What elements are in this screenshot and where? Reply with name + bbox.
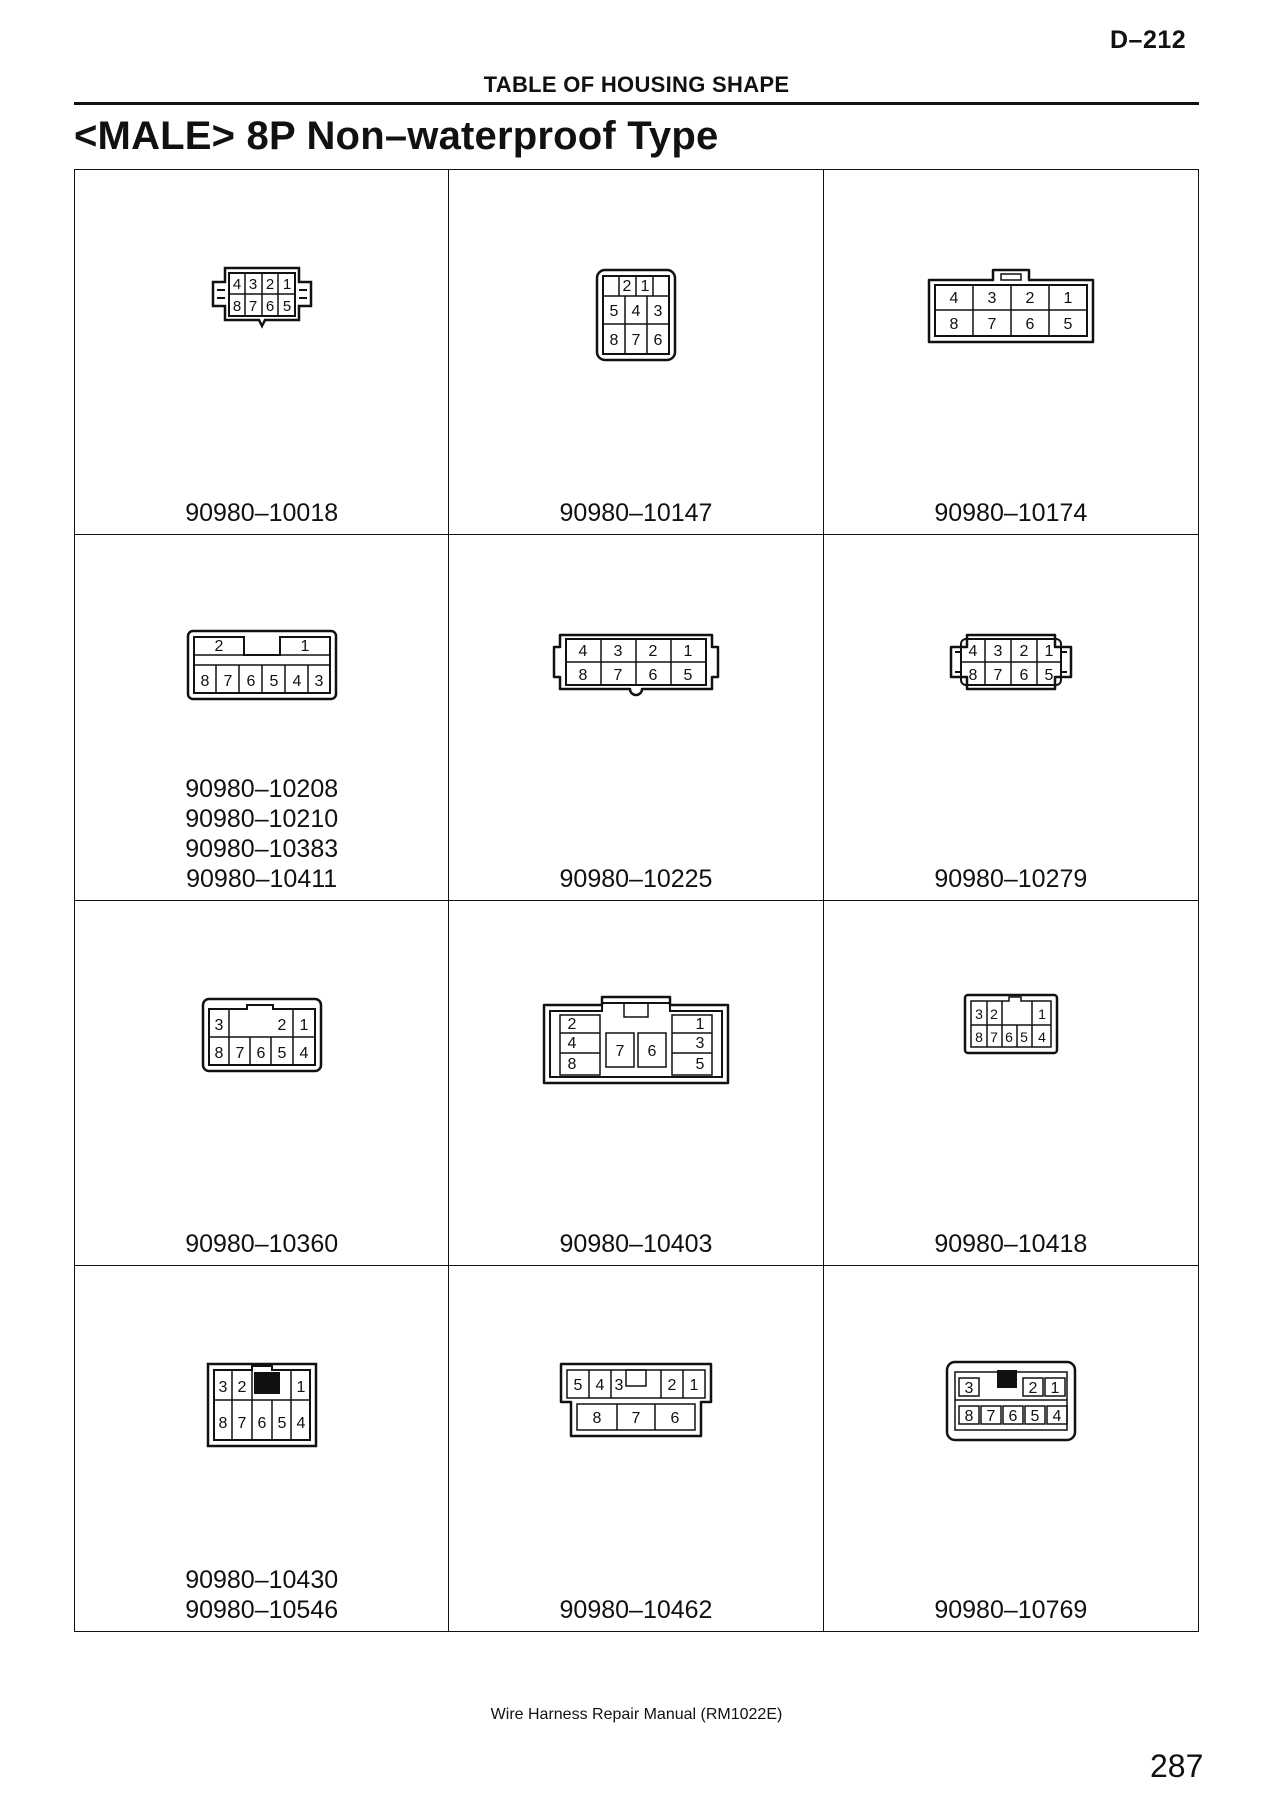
connector-drawing xyxy=(75,1356,448,1486)
connector-face-diagram xyxy=(941,1356,1081,1446)
connector-drawing xyxy=(75,260,448,390)
pin-label: 2 xyxy=(265,276,274,293)
pin-label: 1 xyxy=(695,1015,705,1033)
pin-label: 5 xyxy=(573,1376,583,1394)
pin-label: 7 xyxy=(615,1042,625,1060)
pin-label: 8 xyxy=(592,1409,602,1427)
pin-label: 6 xyxy=(1025,316,1035,333)
pin-label: 6 xyxy=(1008,1407,1018,1425)
pin-label: 2 xyxy=(667,1376,677,1394)
page-number: 287 xyxy=(1150,1748,1204,1784)
pin-label: 6 xyxy=(670,1409,680,1427)
connector-cell xyxy=(824,170,1198,535)
pin-label: 4 xyxy=(299,1044,309,1062)
part-number-list xyxy=(824,864,1198,894)
pin-label: 4 xyxy=(1052,1407,1062,1425)
connector-face-diagram xyxy=(207,260,317,330)
pin-label: 7 xyxy=(986,1407,996,1425)
connector-drawing xyxy=(449,991,822,1121)
pin-label: 8 xyxy=(214,1044,224,1062)
connector-table xyxy=(74,169,1199,1632)
pin-label: 3 xyxy=(695,1034,705,1052)
pin-label: 2 xyxy=(237,1378,247,1396)
pin-label: 1 xyxy=(299,1016,309,1034)
pin-label: 5 xyxy=(1063,316,1073,333)
pin-label: 5 xyxy=(609,303,619,320)
pin-label: 4 xyxy=(949,290,959,307)
connector-cell xyxy=(75,170,449,535)
pin-label: 5 xyxy=(277,1044,287,1062)
connector-face-diagram xyxy=(551,1356,721,1446)
part-number: 90980–10430 xyxy=(185,1566,339,1594)
pin-label: 8 xyxy=(567,1055,577,1073)
pin-label: 8 xyxy=(232,298,241,315)
part-number: 90980–10403 xyxy=(559,1229,713,1258)
pin-label: 6 xyxy=(653,332,663,349)
pin-label: 7 xyxy=(248,298,257,315)
part-number: 90980–10462 xyxy=(559,1596,713,1624)
pin-label: 4 xyxy=(567,1034,577,1052)
section-header: TABLE OF HOUSING SHAPE xyxy=(483,72,790,97)
connector-cell xyxy=(75,535,449,900)
pin-label: 3 xyxy=(214,1016,224,1034)
pin-label: 5 xyxy=(282,298,291,315)
pin-label: 5 xyxy=(1019,1028,1028,1045)
pin-label: 8 xyxy=(964,1407,974,1425)
pin-label: 5 xyxy=(683,667,693,685)
connector-face-diagram xyxy=(941,625,1081,710)
pin-label: 4 xyxy=(232,276,241,293)
pin-label: 7 xyxy=(989,1028,998,1045)
pin-label: 5 xyxy=(269,673,279,691)
pin-label: 2 xyxy=(1028,1379,1038,1397)
part-number-list xyxy=(75,1565,448,1625)
part-number-list xyxy=(75,1229,448,1259)
pin-label: 6 xyxy=(1004,1028,1013,1045)
pin-label: 5 xyxy=(277,1414,287,1432)
pin-label: 4 xyxy=(296,1414,306,1432)
part-number: 90980–10210 xyxy=(185,804,339,833)
pin-label: 6 xyxy=(647,1042,657,1060)
pin-label: 7 xyxy=(613,667,623,685)
part-number: 90980–10546 xyxy=(185,1596,339,1624)
part-number-list xyxy=(449,1595,822,1625)
connector-cell xyxy=(449,170,823,535)
pin-label: 2 xyxy=(214,638,224,656)
pin-label: 1 xyxy=(1063,290,1073,307)
connector-drawing xyxy=(449,1356,822,1486)
pin-label: 4 xyxy=(578,643,588,661)
part-number-list xyxy=(75,774,448,894)
part-number: 90980–10279 xyxy=(934,864,1088,893)
part-number-list xyxy=(449,498,822,528)
part-number-list xyxy=(449,864,822,894)
connector-drawing xyxy=(824,260,1198,390)
pin-label: 8 xyxy=(949,316,959,333)
pin-label: 6 xyxy=(648,667,658,685)
pin-label: 7 xyxy=(987,316,997,333)
connector-cell xyxy=(824,901,1198,1266)
connector-drawing xyxy=(75,625,448,755)
pin-label: 7 xyxy=(631,1409,641,1427)
pin-label: 7 xyxy=(235,1044,245,1062)
pin-label: 7 xyxy=(237,1414,247,1432)
pin-label: 3 xyxy=(653,303,663,320)
connector-drawing xyxy=(75,991,448,1121)
pin-label: 3 xyxy=(314,673,324,691)
pin-label: 3 xyxy=(964,1379,974,1397)
connector-cell xyxy=(824,535,1198,900)
header-divider xyxy=(74,102,1199,105)
pin-label: 7 xyxy=(223,673,233,691)
pin-label: 7 xyxy=(631,332,641,349)
connector-cell xyxy=(449,901,823,1266)
connector-face-diagram xyxy=(921,260,1101,350)
connector-face-diagram xyxy=(197,991,327,1076)
pin-label: 2 xyxy=(1025,290,1035,307)
pin-label: 2 xyxy=(277,1016,287,1034)
connector-face-diagram xyxy=(961,991,1061,1056)
pin-label: 2 xyxy=(648,643,658,661)
part-number: 90980–10147 xyxy=(559,499,713,528)
part-number: 90980–10383 xyxy=(185,834,339,863)
pin-label: 1 xyxy=(1050,1379,1060,1397)
pin-label: 1 xyxy=(640,278,650,295)
connector-face-diagram xyxy=(591,260,681,365)
pin-label: 6 xyxy=(256,1044,266,1062)
part-number-list xyxy=(449,1229,822,1259)
footer-text: Wire Harness Repair Manual (RM1022E) xyxy=(490,1706,783,1723)
connector-cell xyxy=(75,901,449,1266)
pin-label: 1 xyxy=(689,1376,699,1394)
pin-label: 3 xyxy=(614,1376,624,1394)
pin-label: 5 xyxy=(1030,1407,1040,1425)
pin-label: 8 xyxy=(968,667,978,685)
part-number: 90980–10208 xyxy=(185,774,339,803)
part-number: 90980–10174 xyxy=(934,499,1088,528)
pin-label: 6 xyxy=(257,1414,267,1432)
connector-drawing xyxy=(824,1356,1198,1486)
pin-label: 4 xyxy=(631,303,641,320)
pin-label: 2 xyxy=(1019,643,1029,661)
pin-label: 8 xyxy=(609,332,619,349)
pin-label: 1 xyxy=(683,643,693,661)
pin-label: 2 xyxy=(989,1005,998,1022)
pin-label: 6 xyxy=(1019,667,1029,685)
pin-label: 4 xyxy=(1037,1028,1046,1045)
connector-cell xyxy=(75,1266,449,1631)
connector-drawing xyxy=(449,260,822,390)
pin-label: 3 xyxy=(613,643,623,661)
pin-label: 6 xyxy=(246,673,256,691)
connector-cell xyxy=(449,535,823,900)
part-number: 90980–10418 xyxy=(934,1229,1088,1258)
connector-face-diagram xyxy=(536,991,736,1091)
part-number: 90980–10769 xyxy=(934,1596,1088,1624)
part-number-list xyxy=(824,1595,1198,1625)
pin-label: 2 xyxy=(622,278,632,295)
connector-cell xyxy=(824,1266,1198,1631)
pin-label: 3 xyxy=(987,290,997,307)
pin-label: 8 xyxy=(974,1028,983,1045)
pin-label: 1 xyxy=(300,638,310,656)
pin-label: 1 xyxy=(282,276,291,293)
pin-label: 4 xyxy=(292,673,302,691)
pin-label: 5 xyxy=(1044,667,1054,685)
pin-label: 3 xyxy=(993,643,1003,661)
pin-label: 7 xyxy=(993,667,1003,685)
page-code: D–212 xyxy=(1110,26,1187,54)
connector-drawing xyxy=(824,991,1198,1121)
connector-cell xyxy=(449,1266,823,1631)
pin-label: 6 xyxy=(265,298,274,315)
pin-label: 4 xyxy=(968,643,978,661)
part-number-list xyxy=(824,498,1198,528)
pin-label: 8 xyxy=(578,667,588,685)
part-number-list xyxy=(75,498,448,528)
pin-label: 5 xyxy=(695,1055,705,1073)
connector-drawing xyxy=(824,625,1198,755)
pin-label: 1 xyxy=(1037,1005,1046,1022)
pin-label: 3 xyxy=(974,1005,983,1022)
connector-face-diagram xyxy=(202,1356,322,1451)
part-number: 90980–10225 xyxy=(559,864,713,893)
connector-drawing xyxy=(449,625,822,755)
part-number: 90980–10360 xyxy=(185,1229,339,1258)
pin-label: 3 xyxy=(248,276,257,293)
part-number-list xyxy=(824,1229,1198,1259)
pin-label: 3 xyxy=(218,1378,228,1396)
connector-face-diagram xyxy=(182,625,342,705)
part-number: 90980–10018 xyxy=(185,499,339,528)
pin-label: 8 xyxy=(218,1414,228,1432)
pin-label: 4 xyxy=(595,1376,605,1394)
pin-label: 1 xyxy=(1044,643,1054,661)
pin-label: 2 xyxy=(567,1015,577,1033)
connector-face-diagram xyxy=(546,625,726,710)
pin-label: 8 xyxy=(200,673,210,691)
page-title: <MALE> 8P Non–waterproof Type xyxy=(74,114,719,158)
pin-label: 1 xyxy=(296,1378,306,1396)
part-number: 90980–10411 xyxy=(186,864,338,893)
